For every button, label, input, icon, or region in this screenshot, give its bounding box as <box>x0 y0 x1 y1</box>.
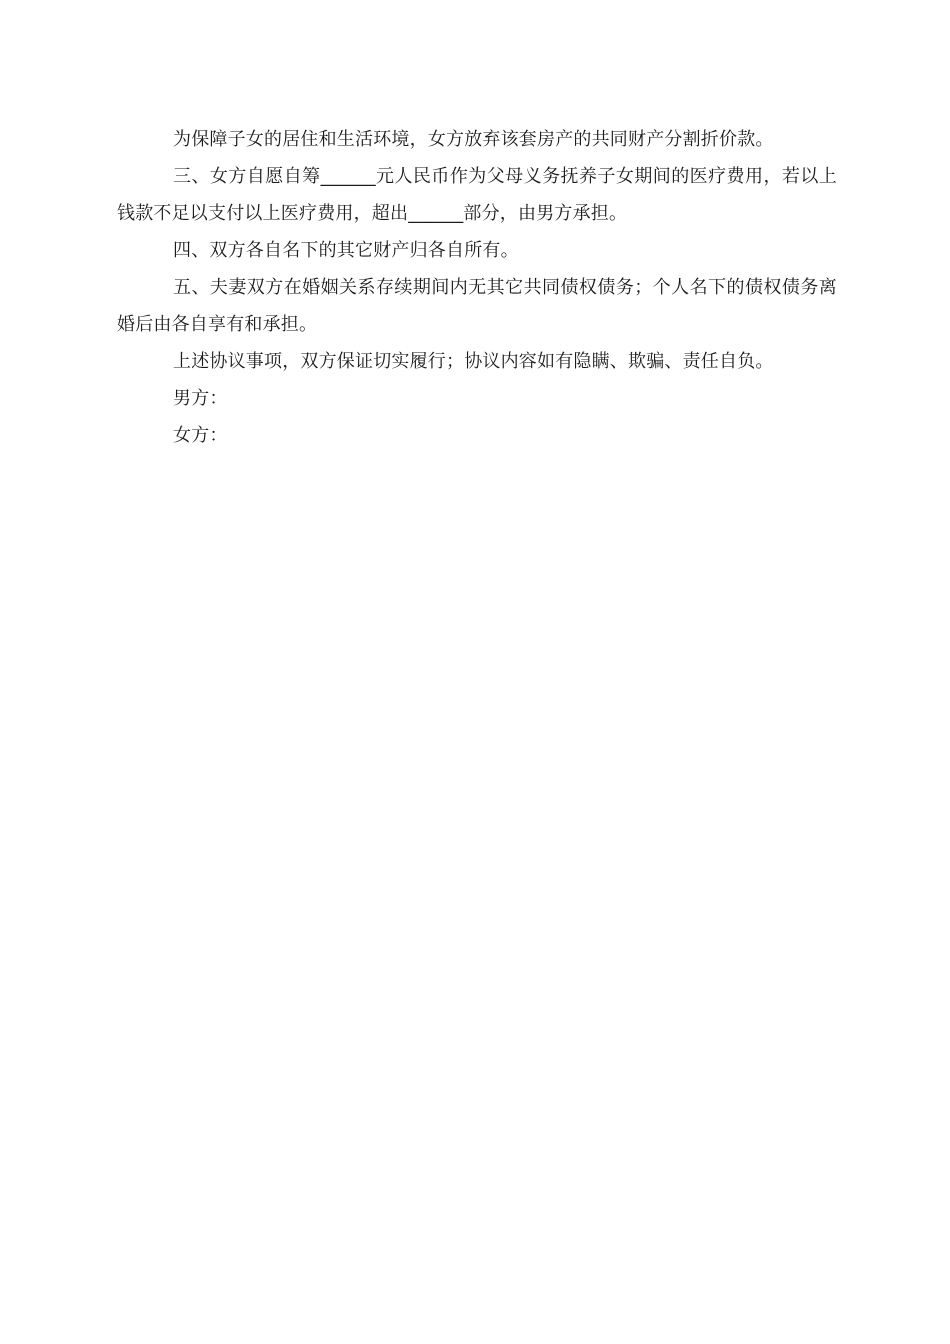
paragraph-agreement-guarantee: 上述协议事项，双方保证切实履行；协议内容如有隐瞒、欺骗、责任自负。 <box>173 351 774 372</box>
paragraph-property-waiver: 为保障子女的居住和生活环境，女方放弃该套房产的共同财产分割折价款。 <box>173 129 774 150</box>
signature-male-label: 男方： <box>173 388 228 409</box>
paragraph-clause-five-debts: 五、夫妻双方在婚姻关系存续期间内无其它共同债权债务；个人名下的债权债务离婚后由各自享有和承担。 <box>117 277 837 335</box>
paragraph-clause-four-separate-property: 四、双方各自名下的其它财产归各自所有。 <box>173 240 519 261</box>
signature-female-label: 女方： <box>173 425 228 446</box>
paragraph-clause-three-medical-costs: 三、女方自愿自筹______元人民币作为父母义务抚养子女期间的医疗费用，若以上钱款不足以支付以上医疗费用，超出______部分，由男方承担。 <box>117 166 837 224</box>
document-body <box>117 121 837 454</box>
